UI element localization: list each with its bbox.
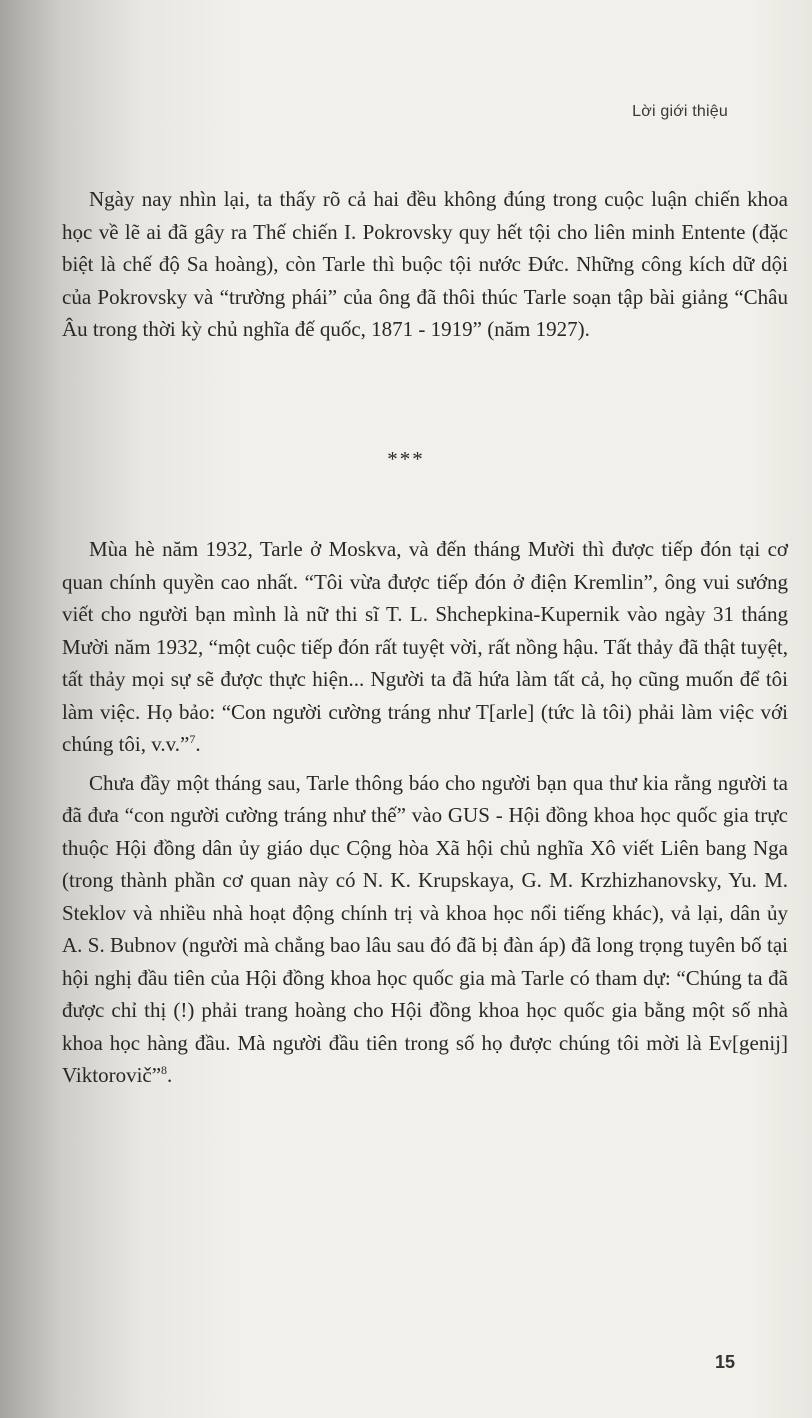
footnote-ref-7[interactable]: 7 — [189, 732, 196, 746]
running-header: Lời giới thiệu — [632, 103, 728, 120]
footnote-ref-8[interactable]: 8 — [161, 1063, 168, 1077]
paragraph-2-text: Mùa hè năm 1932, Tarle ở Moskva, và đến tháng Mười thì được tiếp đón tại cơ quan chính quyền cao nhất. “Tôi vừa được tiếp đón ở điện Kremlin”, ông vui sướng viết cho người bạn mình là nữ thi sĩ T. L. Shchepkina-Kupernik vào ngày 31 tháng Mười năm 1932, “một cuộc tiếp đón rất tuyệt vời, rất nồng hậu. Tất thảy đã thật tuyệt, tất thảy mọi sự sẽ được thực hiện... Người ta đã hứa làm tất cả, họ cũng muốn để tôi làm việc. Họ bảo: “Con người cường tráng như T[arle] (tức là tôi) phải làm việc với chúng tôi, v.v.” — [62, 537, 788, 756]
text-block-top — [62, 183, 788, 346]
paragraph-2: Mùa hè năm 1932, Tarle ở Moskva, và đến tháng Mười thì được tiếp đón tại cơ quan chính quyền cao nhất. “Tôi vừa được tiếp đón ở điện Kremlin”, ông vui sướng viết cho người bạn mình là nữ thi sĩ T. L. Shchepkina-Kupernik vào ngày 31 tháng Mười năm 1932, “một cuộc tiếp đón rất tuyệt vời, rất nồng hậu. Tất thảy đã thật tuyệt, tất thảy mọi sự sẽ được thực hiện... Người ta đã hứa làm tất cả, họ cũng muốn để tôi làm việc. Họ bảo: “Con người cường tráng như T[arle] (tức là tôi) phải làm việc với chúng tôi, v.v.”$^7$. — [62, 537, 788, 756]
section-break: *** — [387, 447, 425, 471]
page-number: 15 — [714, 1352, 735, 1372]
paragraph-1: Ngày nay nhìn lại, ta thấy rõ cả hai đều không đúng trong cuộc luận chiến khoa học về lẽ ai đã gây ra Thế chiến I. Pokrovsky quy hết tội cho liên minh Entente (đặc biệt là chế độ Sa hoàng), còn Tarle thì buộc tội nước Đức. Những công kích dữ dội của Pokrovsky và “trường phái” của ông đã thôi thúc Tarle soạn tập bài giảng “Châu Âu trong thời kỳ chủ nghĩa đế quốc, 1871 - 1919” (năm 1927). — [62, 187, 788, 341]
paragraph-3-end: . — [167, 1063, 173, 1087]
paragraph-3 — [62, 767, 788, 1092]
paragraph-3-text: Chưa đầy một tháng sau, Tarle thông báo cho người bạn qua thư kia rằng người ta đã đưa “con người cường tráng như thế” vào GUS - Hội đồng khoa học quốc gia trực thuộc Hội đồng dân ủy giáo dục Cộng hòa Xã hội chủ nghĩa Xô viết Liên bang Nga (trong thành phần cơ quan này có N. K. Krupskaya, G. M. Krzhizhanovsky, Yu. M. Steklov và nhiều nhà hoạt động chính trị và khoa học nổi tiếng khác), vả lại, dân ủy A. S. Bubnov (người mà chẳng bao lâu sau đó đã bị đàn áp) đã long trọng tuyên bố tại hội nghị đầu tiên của Hội đồng khoa học quốc gia mà Tarle có tham dự: “Chúng ta đã được chỉ thị (!) phải trang hoàng cho Hội đồng khoa học quốc gia bằng một số nhà khoa học hàng đầu. Mà người đầu tiên trong số họ được chúng tôi mời là Ev[genij] Viktorovič” — [62, 770, 788, 1087]
text-block-bottom — [62, 533, 788, 1092]
